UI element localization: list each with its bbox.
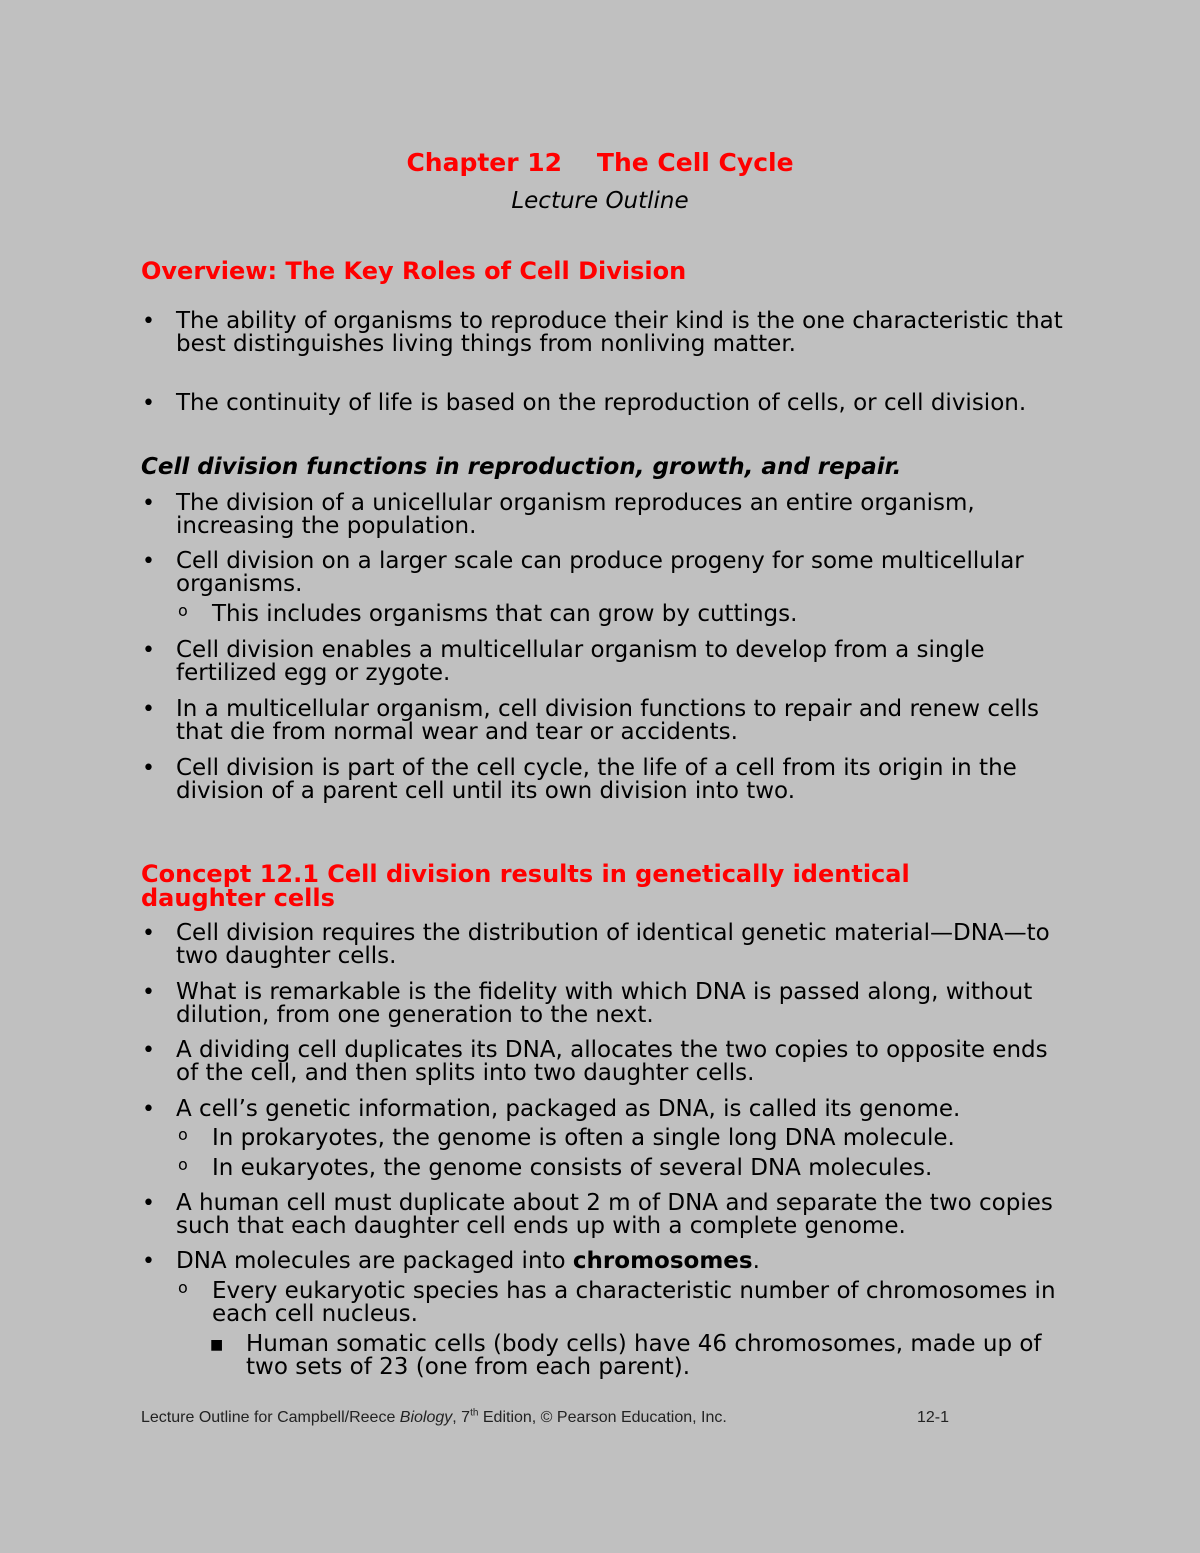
footer-book: Biology bbox=[399, 1409, 453, 1426]
list-item bbox=[178, 601, 1062, 627]
term-chromosomes: chromosomes bbox=[572, 1248, 753, 1274]
list-item-text: The ability of organisms to reproduce their kind is the one characteristic that best distinguishes living things from nonliving matter. bbox=[176, 308, 1063, 357]
list-item-text: In eukaryotes, the genome consists of several DNA molecules. bbox=[212, 1155, 933, 1181]
footer-prefix: Lecture Outline for Campbell/Reece bbox=[141, 1409, 400, 1426]
list-item-text: What is remarkable is the fidelity with which DNA is passed along, without dilution, from one generation to the next. bbox=[176, 979, 1033, 1028]
list-item-text: Cell division on a larger scale can produce progeny for some multicellular organisms. bbox=[176, 548, 1024, 597]
list-item-text: In prokaryotes, the genome is often a single long DNA molecule. bbox=[212, 1125, 955, 1151]
page-footer bbox=[141, 1408, 961, 1428]
bullet-marker: • bbox=[142, 756, 155, 781]
list-item bbox=[142, 1248, 1076, 1274]
list-item bbox=[178, 1278, 1062, 1327]
list-item bbox=[210, 1331, 1066, 1380]
list-item-text: The division of a unicellular organism reproduces an entire organism, increasing the population. bbox=[176, 490, 975, 539]
chapter-title: Chapter 12 The Cell Cycle bbox=[406, 148, 794, 177]
bullet-marker: • bbox=[142, 638, 155, 663]
list-item-text: A dividing cell duplicates its DNA, allocates the two copies to opposite ends of the cell, and then splits into two daughter cells. bbox=[176, 1037, 1048, 1086]
sub-bullet-marker: o bbox=[178, 1155, 188, 1174]
list-item-text: This includes organisms that can grow by cuttings. bbox=[212, 601, 798, 627]
list-item-text: A human cell must duplicate about 2 m of DNA and separate the two copies such that each daughter cell ends up with a complete genome. bbox=[176, 1190, 1053, 1239]
list-item-text: DNA molecules are packaged into bbox=[176, 1248, 573, 1274]
bullet-marker: • bbox=[142, 391, 155, 416]
footer-edition: , 7 bbox=[452, 1409, 471, 1426]
list-item-text: Cell division requires the distribution of identical genetic material—DNA—to two daughter cells. bbox=[176, 920, 1050, 969]
list-item bbox=[142, 1190, 1076, 1239]
list-item bbox=[142, 920, 1076, 969]
list-item bbox=[142, 979, 1076, 1028]
list-item-text-end: . bbox=[752, 1248, 760, 1274]
bullet-marker: • bbox=[142, 309, 155, 334]
page-number: 12-1 bbox=[917, 1409, 950, 1426]
square-bullet-marker: ■ bbox=[210, 1337, 224, 1353]
sub-bullet-marker: o bbox=[178, 1278, 188, 1297]
list-item-text: In a multicellular organism, cell division functions to repair and renew cells that die from normal wear and tear or accidents. bbox=[176, 696, 1039, 745]
list-item bbox=[142, 637, 1076, 686]
bullet-marker: • bbox=[142, 921, 155, 946]
bullet-marker: • bbox=[142, 1249, 155, 1274]
list-item bbox=[142, 696, 1076, 745]
list-item-text: Every eukaryotic species has a characteristic number of chromosomes in each cell nucleus. bbox=[212, 1278, 1056, 1327]
concept-heading: Concept 12.1 Cell division results in genetically identical daughter cells bbox=[141, 860, 910, 912]
bullet-marker: • bbox=[142, 697, 155, 722]
lecture-subtitle: Lecture Outline bbox=[511, 188, 689, 214]
list-item-text: Human somatic cells (body cells) have 46 chromosomes, made up of two sets of 23 (one from each parent). bbox=[246, 1331, 1042, 1380]
bullet-marker: • bbox=[142, 549, 155, 574]
list-item bbox=[142, 755, 1076, 804]
list-item bbox=[178, 1155, 1062, 1181]
list-item bbox=[142, 390, 1076, 416]
bullet-marker: • bbox=[142, 1097, 155, 1122]
list-item bbox=[142, 490, 1076, 539]
bullet-marker: • bbox=[142, 980, 155, 1005]
bullet-marker: • bbox=[142, 1191, 155, 1216]
sub-bullet-marker: o bbox=[178, 1125, 188, 1144]
sub-bullet-marker: o bbox=[178, 601, 188, 620]
list-item-text: The continuity of life is based on the reproduction of cells, or cell division. bbox=[176, 390, 1027, 416]
footer-edition-sup: th bbox=[470, 1407, 479, 1419]
list-item bbox=[178, 1125, 1062, 1151]
functions-heading: Cell division functions in reproduction, growth, and repair. bbox=[141, 454, 902, 480]
footer-suffix: Edition, © Pearson Education, Inc. bbox=[478, 1409, 727, 1426]
list-item bbox=[142, 308, 1076, 357]
overview-heading: Overview: The Key Roles of Cell Division bbox=[141, 257, 687, 285]
bullet-marker: • bbox=[142, 1038, 155, 1063]
list-item bbox=[142, 1037, 1076, 1086]
list-item-text: Cell division enables a multicellular organism to develop from a single fertilized egg or zygote. bbox=[176, 637, 985, 686]
bullet-marker: • bbox=[142, 491, 155, 516]
list-item bbox=[142, 1096, 1076, 1122]
list-item-text: A cell’s genetic information, packaged as DNA, is called its genome. bbox=[176, 1096, 961, 1122]
list-item bbox=[142, 548, 1076, 597]
list-item-text: Cell division is part of the cell cycle, the life of a cell from its origin in the division of a parent cell until its own division into two. bbox=[176, 755, 1017, 804]
